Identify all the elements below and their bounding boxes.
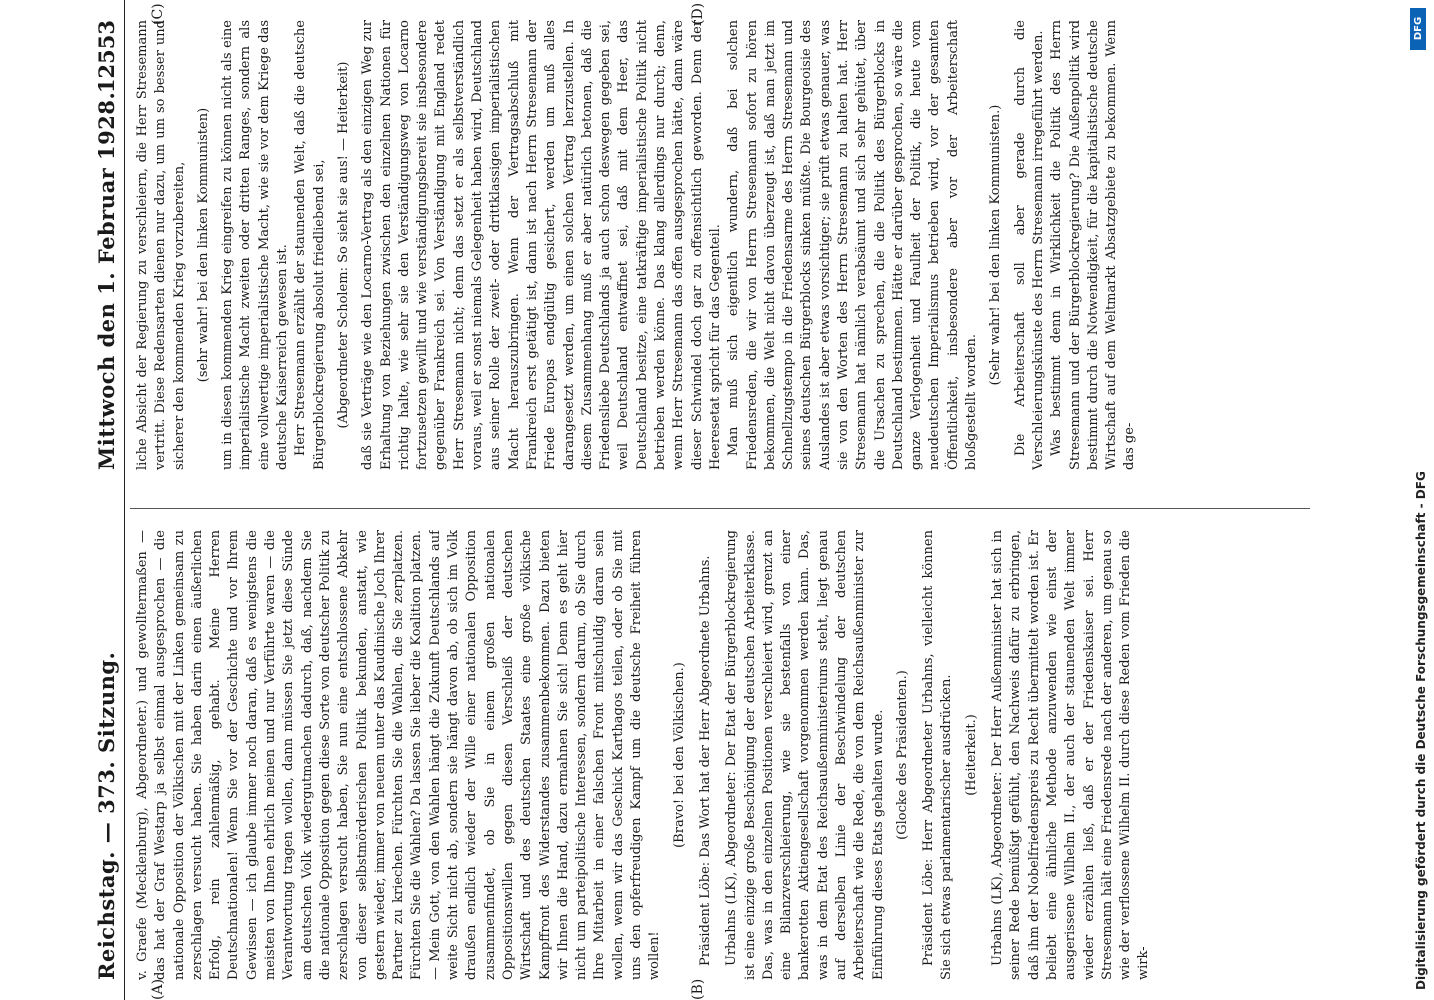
dfg-logo: DFG — [1410, 8, 1426, 50]
text-column-right — [134, 20, 1309, 470]
header-right: Mittwoch den 1. Februar 1928. — [94, 91, 119, 470]
interjection: (sehr wahr! bei den linken Kommunisten) — [195, 107, 211, 383]
page-header — [90, 0, 125, 1000]
interjection: (Abgeordneter Scholem: So sieht sie aus! — Heiterkeit) — [335, 61, 351, 429]
rotated-page — [90, 0, 1320, 1000]
margin-marker-a: (A) — [150, 978, 166, 1000]
margin-marker-d: (D) — [690, 2, 706, 25]
funding-credit: Digitalisierung gefördert durch die Deutsche Forschungsgemeinschaft - DFG — [1414, 471, 1428, 990]
interjection: (Bravo! bei den Völkischen.) — [671, 662, 687, 848]
speech-paragraph: Präsident Löbe: Herr Abgeordneter Urbahns, vielleicht können Sie sich etwas parlamentarischer ausdrücken. — [921, 530, 955, 980]
page-number: 12553 — [94, 20, 119, 94]
margin-marker-b: (B) — [690, 978, 706, 1000]
speech-paragraph: Die Arbeiterschaft soll aber gerade durch die Verschleierungskünste des Herrn Stresemann irregeführt werden. — [1012, 20, 1046, 470]
speech-paragraph: v. Graefe (Mecklenburg), Abgeordneter.) und gewolltermaßen — das hat der Graf Westarp ja selbst einmal ausgesprochen — die nationale Opposition der Völkischen mit der Linken gemeinsam zu zerschlagen versucht haben. Sie haben darin einen äußerlichen Erfolg, rein zahlenmäßig, gehabt. Meine Herren Deutschnationalen! Wenn Sie vor der Geschichte und vor Ihrem Gewissen — ich glaube immer noch daran, daß es wenigstens die meisten von Ihnen ehrlich meinen und nur Verführte waren — die Verantwortung tragen wollen, dann müssen Sie jetzt diese Sünde am deutschen Volk wiedergutmachen dadurch, daß, nachdem Sie die nationale Opposition gegen diese Sorte von deutscher Politik zu zerschlagen versucht haben, Sie nun eine entschlossene Abkehr von dieser selbstmörderischen Politik bekunden, anstatt, wie gestern wieder, immer von neuem unter das Kaudinische Joch Ihrer Partner zu kriechen. Fürchten Sie die Wahlen, die Sie zerplatzen. Fürchten Sie die Wahlen? Da lassen Sie lieber die Koalition platzen. — Mein Gott, von den Wahlen hängt die Zukunft Deutschlands auf weite Sicht nicht ab, sondern sie hängt davon ab, ob sich im Volk draußen endlich wieder der Wille einer nationalen Opposition zusammenfindet, ob Sie in einem großen nationalen Oppositionswillen gegen diesen Verschleiß der deutschen Wirtschaft und des deutschen Staates eine große völkische Kampffront des Widerstandes zusammenbekommen. Dazu bieten wir Ihnen die Hand, dazu ermahnen Sie sich! Denn es geht hier nicht um parteipolitische Interessen, sondern darum, ob Sie durch Ihre Mitarbeit in einer falschen Front mitschuldig daran sein wollen, wenn wir das Geschick Karthagos teilen, oder ob Sie mit uns den opferfreudigen Kampf um die deutsche Freiheit führen wollen! — [135, 530, 663, 980]
speech-paragraph: um in diesen kommenden Krieg eingreifen zu können nicht als eine imperialistische Macht zweiten oder dritten Ranges, sondern als eine vollwertige imperialistische Macht, wie sie vor dem Kriege das deutsche Kaiserreich gewesen ist. — [220, 20, 291, 470]
column-divider — [130, 508, 1310, 509]
speech-paragraph: Präsident Löbe: Das Wort hat der Herr Abgeordnete Urbahns. — [697, 555, 713, 966]
speech-paragraph: Man muß sich eigentlich wundern, daß bei solchen Friedensreden, die wir von Herrn Stresemann sofort zu hören bekommen, die Welt nicht davon überzeugt ist, daß man jetzt im Schnellzugstempo in die Friedensarme des Herrn Stresemann und seines deutschen Bürgerblocks sinken müßte. Die Bourgeoisie des Auslandes ist aber etwas vorsichtiger; sie prüft etwas genauer, was sie von den Worten des Herrn Stresemann zu halten hat. Herr Stresemann hat nämlich verabsäumt und sich sehr gehütet, über die Ursachen zu sprechen, die die Politik des Bürgerblocks in Deutschland bestimmen. Hätte er darüber gesprochen, so wäre die ganze Verlogenheit und Faulheit der Politik, die heute vom neudeutschen Imperialismus betrieben wird, vor der gesamten Öffentlichkeit, insbesondere aber vor der Arbeiterschaft bloßgestellt worden. — [726, 20, 980, 470]
speech-paragraph: Herr Stresemann erzählt der staunenden Welt, daß die deutsche Bürgerblockregierung absolut friedliebend sei, — [293, 20, 327, 470]
speech-paragraph: Was bestimmt denn in Wirklichkeit die Politik des Herrn Stresemann und der Bürgerblockregierung? Die Außenpolitik wird bestimmt durch die Notwendigkeit, für die kapitalistische deutsche Wirtschaft auf dem Weltmarkt Absatzgebiete zu bekommen. Wenn das ge- — [1049, 20, 1138, 470]
interjection: (Sehr wahr! bei den linken Kommunisten.) — [988, 104, 1004, 386]
speech-paragraph: liche Absicht der Regierung zu verschleiern, die Herr Stresemann vertritt. Diese Redensarten dienen nur dazu, um um so besser und sicherer den kommenden Krieg vorzubereiten, — [135, 20, 187, 470]
interjection: (Heiterkeit.) — [963, 714, 979, 796]
digitization-sidebar — [1392, 0, 1434, 1000]
interjection: (Glocke des Präsidenten.) — [894, 670, 910, 840]
header-left: Reichstag. — 373. Sitzung. — [94, 651, 119, 980]
speech-paragraph: daß sie Verträge wie den Locarno-Vertrag als den einzigen Weg zur Erhaltung von Beziehungen zwischen den einzelnen Nationen für richtig halte, wie sehr sie den Verständigungsweg von Locarno fortzusetzen gewillt und wie verständigungsbereit sie insbesondere gegenüber Frankreich sei. Von Verständigung mit England redet Herr Stresemann nicht; denn das setzt er als selbstverständlich voraus, weil er sonst niemals Gelegenheit haben wird, Deutschland aus seiner Rolle der zweit- oder drittklassigen imperialistischen Macht herauszubringen. Wenn der Vertragsabschluß mit Frankreich erst getätigt ist, dann ist nach Herrn Stresemann der Friede Europas endgültig gesichert, werden um muß alles darangesetzt werden, um einen solchen Vertrag herzustellen. In diesem Zusammenhang muß er aber natürlich betonen, daß die Friedensliebe Deutschlands ja auch schon deswegen gegeben sei, weil Deutschland entwaffnet sei, daß mit dem Heer, das Deutschland besitze, eine tatkräftige imperialistische Politik nicht betrieben werden könne. Das klang allerdings nur durch; denn, wenn Herr Stresemann das offen ausgesprochen hätte, dann wäre dieser Schwindel doch gar zu offensichtlich geworden. Denn der Heeresetat spricht für das Gegenteil. — [360, 20, 723, 470]
margin-marker-c: (C) — [150, 3, 166, 25]
speech-paragraph: Urbahns (LK), Abgeordneter: Der Etat der Bürgerblockregierung ist eine einzige große Beschönigung der deutschen Arbeiterklasse. Das, was in den einzelnen Positionen verschleiert wird, grenzt an eine Bilanzverschleierung, wie sie bestenfalls von einer bankerotten Aktiengesellschaft vorgenommen werden kann. Das, was in dem Etat des Reichsaußenministeriums steht, liegt genau auf derselben Linie der Beschwindelung der deutschen Arbeiterschaft wie die Rede, die von dem Reichsaußenminister zur Einführung dieses Etats gehalten wurde. — [724, 530, 886, 980]
speech-paragraph: Urbahns (LK), Abgeordneter: Der Herr Außenminister hat sich in seiner Rede bemüßigt gefühlt, den Nachweis dafür zu erbringen, daß ihm der Nobelfriedenspreis zu Recht übermittelt worden ist. Er beliebt eine ähnliche Methode anzuwenden wie einst der ausgerissene Wilhelm II., der auch der staunenden Welt immer wieder erzählen ließ, daß er der Friedenskaiser sei. Herr Stresemann hält eine Friedensrede nach der anderen, um genau so wie der verflossene Wilhelm II. durch diese Reden vom Frieden die wirk- — [990, 530, 1152, 980]
text-column-left — [134, 530, 1309, 980]
